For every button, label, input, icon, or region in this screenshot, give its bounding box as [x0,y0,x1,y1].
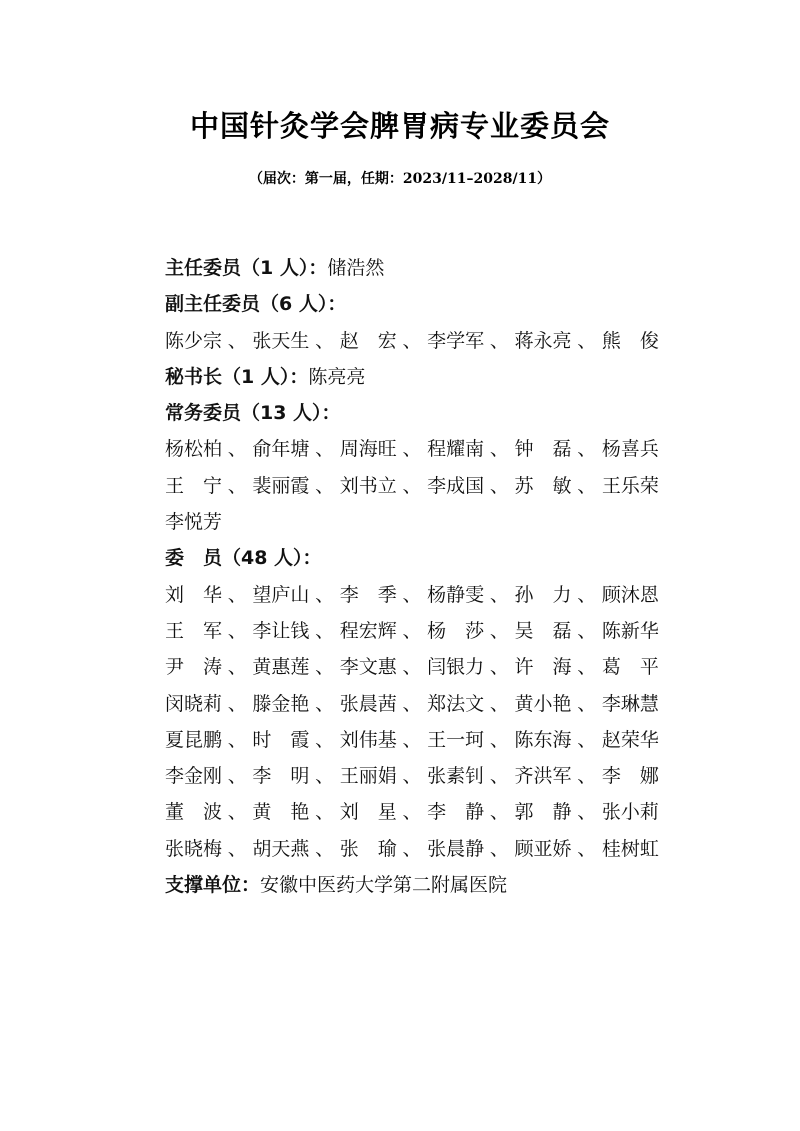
name-separator: 、 [227,692,247,715]
person-name: 李学军 [427,329,485,352]
person-name: 董 波 [165,801,223,824]
name-separator: 、 [315,583,335,606]
person-name: 俞年塘 [252,438,310,461]
name-separator: 、 [402,329,422,352]
person-name: 程耀南 [427,438,485,461]
name-separator: 、 [227,583,247,606]
name-separator: 、 [315,619,335,642]
person-name: 张 瑜 [339,837,397,860]
director-label: 主任委员（1 人）： [165,257,328,279]
person-name: 刘书立 [339,474,397,497]
person-name: 赵荣华 [601,728,659,751]
name-separator: 、 [227,474,247,497]
name-separator: 、 [227,438,247,461]
name-separator: 、 [489,692,509,715]
person-name: 陈新华 [601,619,659,642]
person-name: 李让钱 [252,619,310,642]
name-separator: 、 [402,765,422,788]
person-name: 李 娜 [601,765,659,788]
person-name: 许 海 [514,656,572,679]
name-separator: 、 [315,837,335,860]
secretary-label: 秘书长（1 人）： [165,365,309,388]
person-name: 刘 星 [339,801,397,824]
standing-row [165,468,659,504]
name-separator: 、 [315,728,335,751]
person-name: 王一珂 [427,728,485,751]
name-separator: 、 [315,765,335,788]
person-name: 周海旺 [339,438,397,461]
secretary-name: 陈亮亮 [308,365,366,388]
committee-list [165,250,665,903]
name-separator: 、 [577,692,597,715]
standing-line [165,395,665,431]
name-separator: 、 [315,801,335,824]
person-name: 刘 华 [165,583,223,606]
person-name: 陈少宗 [165,329,223,352]
name-separator: 、 [315,438,335,461]
person-name: 熊 俊 [601,329,659,352]
name-separator: 、 [577,619,597,642]
support-label: 支撑单位： [165,874,261,897]
name-separator: 、 [402,692,422,715]
person-name: 闫银力 [427,656,485,679]
person-name: 吴 磊 [514,619,572,642]
name-separator: 、 [227,801,247,824]
name-separator: 、 [227,837,247,860]
members-row [165,613,659,649]
vice-directors-line [165,286,665,322]
person-name: 杨静雯 [427,583,485,606]
director-name: 储浩然 [327,257,385,279]
person-name: 张素钊 [427,765,485,788]
person-name: 顾沐恩 [601,583,659,606]
person-name: 李 季 [339,583,397,606]
name-separator: 、 [315,329,335,352]
members-row [165,794,659,830]
person-name: 胡天燕 [252,837,310,860]
person-name: 王 宁 [165,474,223,497]
name-separator: 、 [489,728,509,751]
name-separator: 、 [402,619,422,642]
person-name: 陈东海 [514,728,572,751]
person-name: 孙 力 [514,583,572,606]
person-name: 李悦芳 [165,511,223,534]
person-name: 钟 磊 [514,438,572,461]
person-name: 张晨茜 [339,692,397,715]
name-separator: 、 [227,656,247,679]
person-name: 桂树虹 [601,837,659,860]
members-row [165,831,659,867]
vice-directors-label: 副主任委员（6 人）： [165,293,347,316]
name-separator: 、 [577,329,597,352]
person-name: 望庐山 [252,583,310,606]
person-name: 蒋永亮 [514,329,572,352]
name-separator: 、 [315,474,335,497]
standing-row [165,431,659,467]
person-name: 闵晓莉 [165,692,223,715]
document-title: 中国针灸学会脾胃病专业委员会 [189,109,610,143]
person-name: 黄小艳 [514,692,572,715]
person-name: 张晓梅 [165,837,223,860]
person-name: 黄 艳 [252,801,310,824]
name-separator: 、 [489,438,509,461]
person-name: 李琳慧 [601,692,659,715]
person-name: 张小莉 [601,801,659,824]
name-separator: 、 [227,765,247,788]
members-line [165,540,665,576]
person-name: 李文惠 [339,656,397,679]
person-name: 杨松柏 [165,438,223,461]
secretary-line [165,359,665,395]
name-separator: 、 [489,801,509,824]
name-separator: 、 [489,583,509,606]
name-separator: 、 [402,583,422,606]
person-name: 苏 敏 [514,474,572,497]
director-line [165,250,665,286]
person-name: 李 明 [252,765,310,788]
person-name: 郑法文 [427,692,485,715]
person-name: 郭 静 [514,801,572,824]
person-name: 黄惠莲 [252,656,310,679]
name-separator: 、 [402,656,422,679]
person-name: 夏昆鹏 [165,728,223,751]
name-separator: 、 [315,692,335,715]
name-separator: 、 [577,728,597,751]
person-name: 李金刚 [165,765,223,788]
name-separator: 、 [489,329,509,352]
name-separator: 、 [402,438,422,461]
person-name: 张晨静 [427,837,485,860]
name-separator: 、 [577,765,597,788]
name-separator: 、 [227,329,247,352]
name-separator: 、 [489,474,509,497]
document-subtitle: （届次：第一届，任期：2023/11–2028/11） [248,171,552,187]
name-separator: 、 [489,765,509,788]
person-name: 程宏辉 [339,619,397,642]
name-separator: 、 [315,656,335,679]
person-name: 顾亚娇 [514,837,572,860]
person-name: 张天生 [252,329,310,352]
members-names [165,577,665,867]
name-separator: 、 [577,656,597,679]
person-name: 王丽娟 [339,765,397,788]
vice-directors-names [165,323,665,359]
members-row [165,649,659,685]
name-separator: 、 [402,728,422,751]
name-separator: 、 [577,583,597,606]
name-separator: 、 [227,728,247,751]
members-row [165,722,659,758]
person-name: 齐洪军 [514,765,572,788]
members-row [165,577,659,613]
name-separator: 、 [402,474,422,497]
person-name: 刘伟基 [339,728,397,751]
support-unit: 安徽中医药大学第二附属医院 [260,874,508,897]
person-name: 葛 平 [601,656,659,679]
person-name: 王乐荣 [601,474,659,497]
person-name: 李成国 [427,474,485,497]
name-separator: 、 [577,801,597,824]
person-name: 尹 涛 [165,656,223,679]
person-name: 王 军 [165,619,223,642]
person-name: 裴丽霞 [252,474,310,497]
standing-names [165,431,665,540]
person-name: 杨 莎 [427,619,485,642]
name-separator: 、 [577,438,597,461]
members-label: 委 员（48 人）： [165,547,322,570]
person-name: 赵 宏 [339,329,397,352]
support-line [165,867,665,903]
standing-row [165,504,659,540]
vice-directors-row [165,323,659,359]
name-separator: 、 [577,474,597,497]
person-name: 滕金艳 [252,692,310,715]
members-row [165,758,659,794]
name-separator: 、 [489,656,509,679]
name-separator: 、 [227,619,247,642]
person-name: 李 静 [427,801,485,824]
person-name: 时 霞 [252,728,310,751]
standing-label: 常务委员（13 人）： [165,402,341,425]
name-separator: 、 [577,837,597,860]
name-separator: 、 [489,837,509,860]
name-separator: 、 [402,837,422,860]
person-name: 杨喜兵 [601,438,659,461]
name-separator: 、 [489,619,509,642]
name-separator: 、 [402,801,422,824]
members-row [165,686,659,722]
